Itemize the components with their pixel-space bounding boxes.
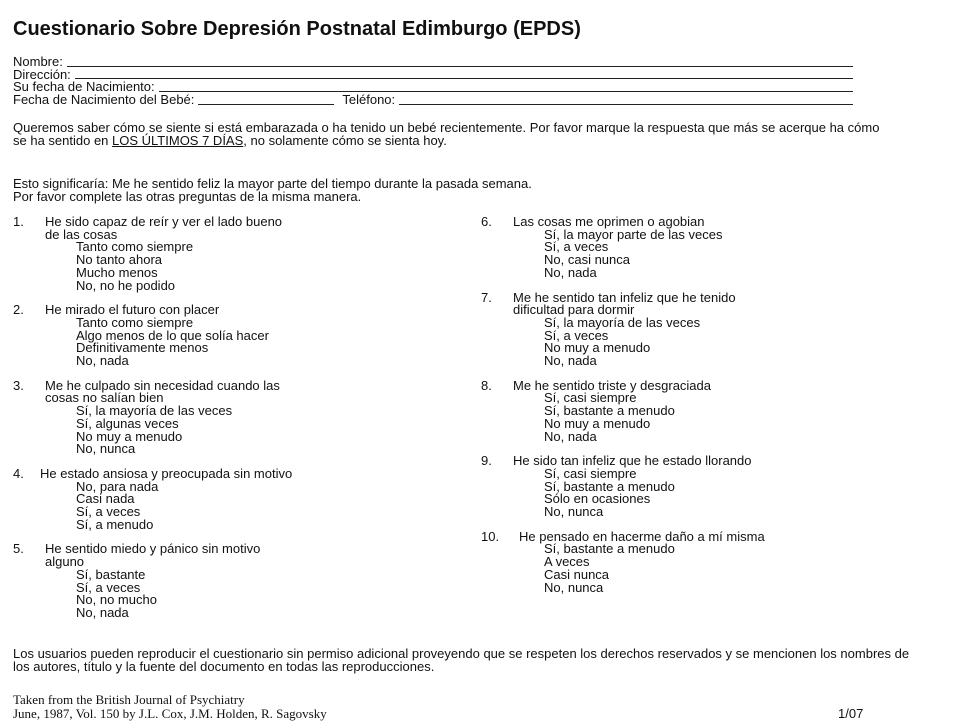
answer-option[interactable]: Sí, a veces (76, 579, 141, 595)
question-text: He sentido miedo y pánico sin motivo (45, 541, 261, 557)
answer-options (13, 405, 453, 456)
copyright-notice: Los usuarios pueden reproducir el cuestionario sin permiso adicional proveyendo que se respeten los derechos reservados y se mencionen los nombres de los autores, título y la fuente del documento en todas las reproducciones. (13, 646, 910, 674)
answer-option[interactable]: No muy a menudo (544, 340, 651, 356)
question-7 (481, 289, 941, 369)
name-label: Nombre: (13, 53, 63, 69)
personal-info-fields (13, 53, 853, 108)
baby-birthdate-blank-line[interactable] (198, 104, 334, 105)
answer-option[interactable]: Sí, bastante a menudo (544, 541, 675, 557)
question-number: 6. (481, 214, 492, 229)
question-4 (13, 465, 453, 532)
question-text: He sido tan infeliz que he estado llorando (513, 453, 752, 469)
question-10 (481, 528, 941, 595)
source-credit (13, 693, 893, 721)
instructions-underlined-text: LOS ÚLTIMOS 7 DÍAS (112, 132, 244, 148)
phone-blank-line[interactable] (399, 104, 853, 105)
answer-options (13, 241, 453, 292)
question-text: He estado ansiosa y preocupada sin motivo (40, 465, 293, 481)
answer-options (13, 566, 453, 620)
question-number: 7. (481, 289, 492, 305)
answer-option[interactable]: No muy a menudo (544, 415, 651, 431)
answer-option[interactable]: Sí, la mayoría de las veces (544, 314, 701, 330)
answer-option[interactable]: Sí, a veces (544, 239, 609, 255)
answer-options (481, 465, 941, 520)
phone-label: Teléfono: (342, 92, 396, 108)
question-number: 8. (481, 377, 492, 393)
source-credit-line-1: Taken from the British Journal of Psychiatry (13, 692, 245, 707)
answer-option[interactable]: No, nunca (544, 504, 604, 520)
answer-option[interactable]: No tanto ahora (76, 252, 163, 268)
question-text: He sido capaz de reír y ver el lado bueno (45, 214, 283, 229)
answer-options (481, 314, 941, 369)
instructions-text-2: , no solamente cómo se sienta hoy. (243, 132, 447, 148)
page-number: 1/07 (838, 706, 864, 721)
answer-option[interactable]: No muy a menudo (76, 428, 183, 444)
answer-options (481, 392, 941, 443)
answer-option[interactable]: No, para nada (76, 478, 159, 494)
answer-option[interactable]: Algo menos de lo que solía hacer (76, 327, 269, 343)
example-line-2: Por favor complete las otras preguntas de la misma manera. (13, 188, 362, 204)
questions-left-column (13, 216, 453, 620)
example-line-1: Esto significaría: Me he sentido feliz la mayor parte del tiempo durante la pasada semana. (13, 176, 532, 191)
document-title: Cuestionario Sobre Depresión Postnatal Edimburgo (EPDS) (13, 18, 581, 40)
birthdate-blank-line[interactable] (159, 91, 853, 92)
answer-option[interactable]: Casi nunca (544, 566, 610, 582)
question-text: Me he culpado sin necesidad cuando las (45, 377, 280, 393)
answer-option[interactable]: No, nada (544, 428, 597, 444)
name-field (13, 53, 853, 69)
question-number: 1. (13, 214, 24, 229)
question-text: alguno (45, 554, 85, 570)
question-number: 2. (13, 302, 24, 318)
answer-option[interactable]: Casi nada (76, 491, 135, 507)
answer-option[interactable]: No, nada (544, 264, 597, 280)
answer-option[interactable]: Sí, a veces (544, 327, 609, 343)
answer-option[interactable]: Sí, casi siempre (544, 465, 637, 481)
question-9 (481, 455, 941, 519)
answer-option[interactable]: No, nunca (544, 579, 604, 595)
answer-option[interactable]: Sólo en ocasiones (544, 491, 651, 507)
name-blank-line[interactable] (67, 66, 853, 67)
answer-options (13, 314, 453, 369)
question-2 (13, 304, 453, 368)
question-text: Las cosas me oprimen o agobian (513, 214, 705, 229)
baby-birthdate-field (13, 94, 853, 107)
answer-options (13, 478, 453, 532)
answer-option[interactable]: Tanto como siempre (76, 239, 194, 255)
answer-option[interactable]: Sí, bastante (76, 566, 146, 582)
answer-option[interactable]: Sí, algunas veces (76, 415, 179, 431)
question-text: Me he sentido triste y desgraciada (513, 377, 711, 393)
question-number: 4. (13, 465, 24, 481)
question-text: cosas no salían bien (45, 390, 164, 406)
answer-option[interactable]: Sí, la mayoría de las veces (76, 403, 233, 419)
answer-option[interactable]: No, nada (544, 353, 597, 369)
question-text: He pensado en hacerme daño a mí misma (519, 528, 765, 544)
answer-option[interactable]: A veces (544, 554, 590, 570)
address-blank-line[interactable] (75, 78, 853, 79)
birthdate-label: Su fecha de Nacimiento: (13, 79, 155, 95)
questions-right-column (481, 216, 941, 594)
address-label: Dirección: (13, 66, 71, 82)
question-6 (481, 216, 941, 280)
answer-option[interactable]: Sí, a veces (76, 504, 141, 520)
answer-option[interactable]: No, nada (76, 353, 129, 369)
answer-option[interactable]: Definitivamente menos (76, 340, 209, 356)
question-text: de las cosas (45, 226, 118, 242)
answer-option[interactable]: Tanto como siempre (76, 314, 194, 330)
question-number: 5. (13, 541, 24, 557)
answer-option[interactable]: No, no mucho (76, 592, 157, 608)
answer-option[interactable]: No, no he podido (76, 277, 176, 293)
answer-option[interactable]: Sí, bastante a menudo (544, 478, 675, 494)
answer-option[interactable]: No, nada (76, 604, 129, 620)
answer-options (481, 543, 941, 594)
question-1 (13, 216, 453, 292)
answer-option[interactable]: Sí, casi siempre (544, 390, 637, 406)
question-text: Me he sentido tan infeliz que he tenido (513, 289, 736, 305)
answer-option[interactable]: Sí, bastante a menudo (544, 403, 675, 419)
baby-birthdate-label: Fecha de Nacimiento del Bebé: (13, 92, 195, 108)
instructions-paragraph (13, 122, 893, 147)
question-number: 10. (481, 528, 500, 544)
answer-option[interactable]: No, casi nunca (544, 252, 630, 268)
answer-option[interactable]: Mucho menos (76, 264, 158, 280)
question-text: dificultad para dormir (513, 302, 635, 318)
instructions-text-1: Queremos saber cómo se siente si está embarazada o ha tenido un bebé recientemente. Por favor marque la respuesta que más se acerque ha cómo se ha sentido en (13, 120, 880, 148)
question-5 (13, 543, 453, 619)
question-text: He mirado el futuro con placer (45, 302, 220, 318)
question-number: 9. (481, 453, 492, 469)
source-credit-line-2: June, 1987, Vol. 150 by J.L. Cox, J.M. Holden, R. Sagovsky (13, 706, 327, 721)
question-8 (481, 377, 941, 444)
question-number: 3. (13, 377, 24, 393)
example-paragraph (13, 178, 893, 203)
question-3 (13, 377, 453, 457)
answer-option[interactable]: Sí, a menudo (76, 516, 154, 532)
answer-option[interactable]: Sí, la mayor parte de las veces (544, 226, 723, 242)
answer-option[interactable]: No, nunca (76, 441, 136, 457)
answer-options (481, 226, 941, 280)
